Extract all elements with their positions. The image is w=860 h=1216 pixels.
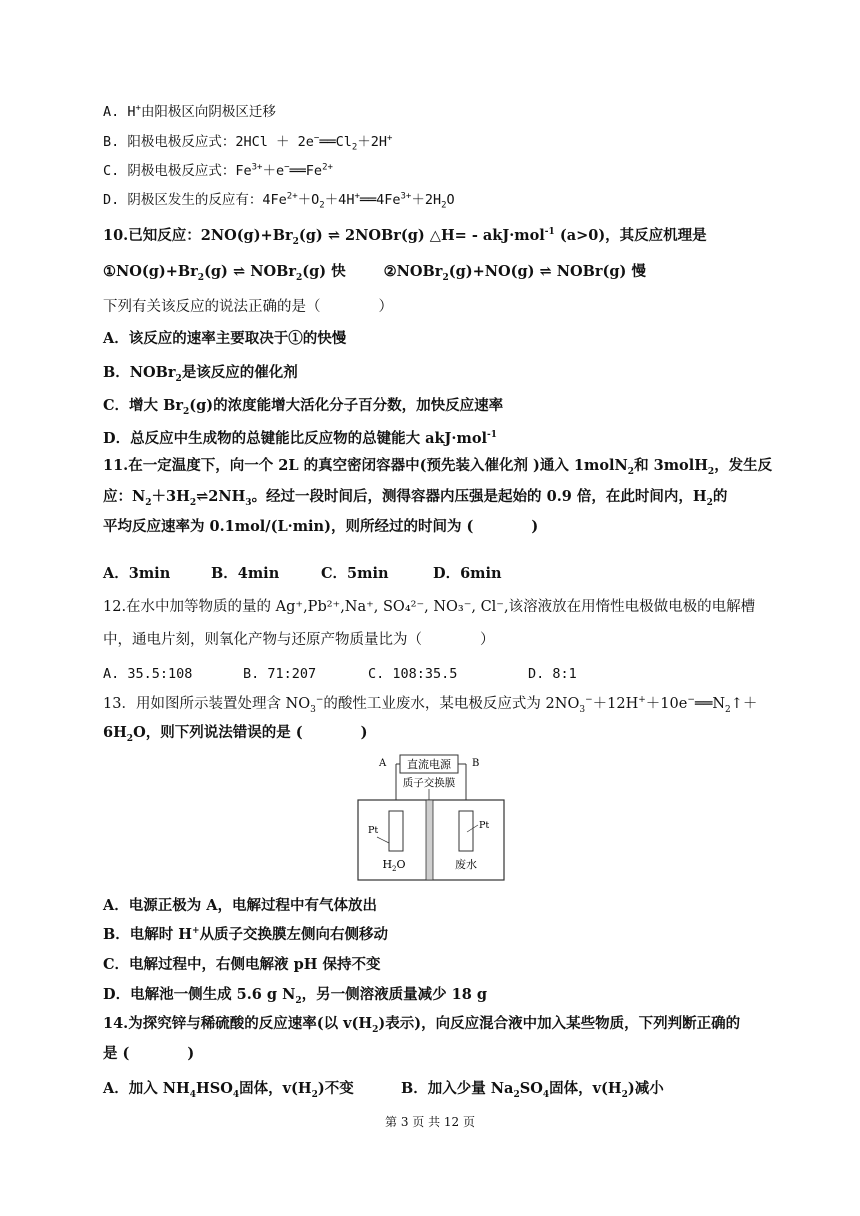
q13-line1: 13．用如图所示装置处理含 $NO_3^-$的酸性工业废水，某电极反应式为 $2NO_3^-+12H^++10e^-══N_2↑+$ (103, 695, 758, 715)
proton-exchange-membrane (426, 800, 433, 880)
q11-line3: 平均反应速率为 0.1mol/(L·min)，则所经过的时间为 ( ) (103, 518, 539, 535)
right-pt-electrode (459, 811, 473, 851)
q11-option-c: C．5min (321, 565, 389, 582)
q12-line2: 中，通电片刻，则氧化产物与还原产物质量比为（ ） (103, 632, 495, 648)
q11-option-d: D．6min (433, 565, 502, 582)
q9-option-d: D. 阴极区发生的反应有：$4Fe^{2+}+O_2+4H^+══4Fe^{3+}+2H_2O$ (103, 191, 455, 211)
q9-option-c: C. 阴极电极反应式：$Fe^{3+}+e^-══Fe^{2+}$ (103, 162, 333, 179)
q11-line1: 11.在一定温度下，向一个 2L 的真空密闭容器中(预先装入催化剂 )通入 1molN$_2$和 3molH$_2$，发生反 (103, 457, 773, 477)
q13-option-c: C．电解过程中，右侧电解液 pH 保持不变 (103, 956, 381, 973)
q14-option-a: A．加入 $NH_4HSO_4$固体，$v(H_2)$不变 (103, 1080, 354, 1100)
equilibrium-arrow-icon: ⇌ (327, 227, 340, 244)
q11-options (103, 564, 502, 584)
q13-option-a: A．电源正极为 A，电解过程中有气体放出 (103, 897, 378, 914)
left-liquid-label: $H_2O$ (382, 858, 406, 873)
left-pt-electrode (389, 811, 403, 851)
q11-option-b: B．4min (211, 565, 280, 582)
power-source-label: 直流电源 (407, 758, 451, 771)
q11-option-a: A．3min (103, 565, 171, 582)
terminal-b-label: B (472, 758, 480, 769)
electrolysis-apparatus-figure (355, 752, 515, 884)
q12-option-d: D. 8:1 (528, 666, 577, 682)
q9-option-a: A. H+由阳极区向阴极区迁移 (103, 103, 276, 120)
left-electrode-label: Pt (368, 825, 379, 836)
q14-line2: 是 ( ) (103, 1045, 195, 1062)
equilibrium-arrow-icon: ⇌ (233, 263, 246, 280)
equilibrium-arrow-icon: ⇌ (539, 263, 552, 280)
q10-option-d: D．总反应中生成物的总键能比反应物的总键能大 akJ·mol$^{-1}$ (103, 430, 497, 447)
q13-line2: $6H_2O$，则下列说法错误的是 ( ) (103, 724, 368, 744)
right-electrode-label: Pt (479, 820, 490, 831)
q12-option-b: B. 71:207 (243, 666, 317, 682)
q12-line1: 12.在水中加等物质的量的 Ag⁺,Pb²⁺,Na⁺, SO₄²⁻, NO₃⁻, Cl⁻,该溶液放在用惰性电极做电极的电解槽 (103, 599, 756, 615)
q14-options (103, 1079, 664, 1099)
page-footer: 第 3 页 共 12 页 (385, 1115, 475, 1129)
q14-line1: 14.为探究锌与稀硫酸的反应速率(以 $v(H_2)$表示)，向反应混合液中加入某些物质，下列判断正确的 (103, 1015, 741, 1035)
q11-line2: 应：$N_2+3H_2\rightleftharpoons 2NH_3$。经过一段时间后，测得容器内压强是起始的 0.9 倍，在此时间内，$H_2$的 (103, 488, 728, 508)
q9-option-b: B. 阳极电极反应式：$2HCl + 2e^-══Cl_2+2H^+$ (103, 133, 393, 153)
q10-stem: 10.已知反应：$2NO(g)+Br_2(g)$ ⇌ 2NOBr(g) △H= - akJ·mol$^{-1}$ (a>0)，其反应机理是 (103, 227, 707, 247)
q13-option-b: B．电解时 H+从质子交换膜左侧向右侧移动 (103, 926, 389, 943)
membrane-label: 质子交换膜 (402, 777, 456, 789)
electrolysis-diagram (355, 752, 515, 884)
q14-option-b: B．加入少量 $Na_2SO_4$固体，$v(H_2)$减小 (401, 1080, 664, 1100)
q13-option-d: D．电解池一侧生成 5.6 g $N_2$，另一侧溶液质量减少 18 g (103, 986, 488, 1006)
q10-option-c: C．增大 $Br_2(g)$的浓度能增大活化分子百分数，加快反应速率 (103, 397, 504, 417)
q10-question: 下列有关该反应的说法正确的是（ ） (103, 299, 393, 315)
right-liquid-label: 废水 (455, 858, 477, 871)
terminal-a-label: A (379, 758, 387, 769)
equilibrium-arrow-icon: ⇌ (196, 488, 209, 505)
q10-mechanism: $①NO(g)+Br_2(g)$ ⇌ NOBr$_2$(g) 快 ②NOBr$_2$(g)+NO(g) ⇌ NOBr(g) 慢 (103, 263, 646, 283)
q10-option-a: A．该反应的速率主要取决于①的快慢 (103, 330, 347, 347)
q12-option-c: C. 108:35.5 (368, 666, 458, 682)
q10-option-b: B．NOBr$_2$是该反应的催化剂 (103, 364, 298, 384)
q12-options (103, 664, 577, 684)
q12-option-a: A. 35.5:108 (103, 666, 193, 682)
